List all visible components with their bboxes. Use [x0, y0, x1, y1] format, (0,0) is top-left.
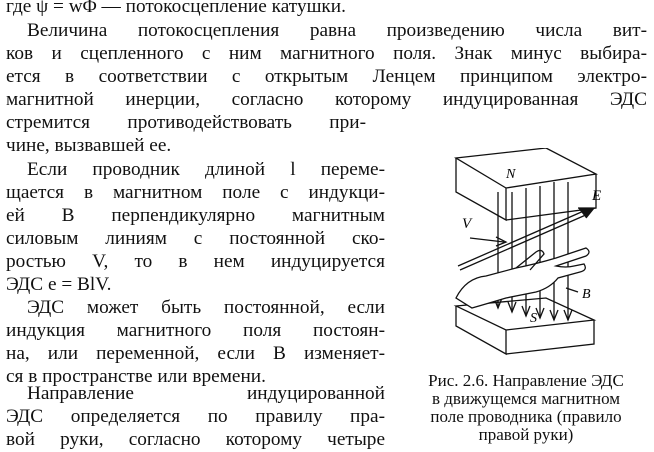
text-line: ся в пространстве или времени. — [6, 366, 266, 387]
text-line: магнитной инерции, согласно которому индуцированная ЭДС — [6, 89, 647, 110]
caption-line: правой руки) — [478, 425, 574, 444]
text-line: стремится противодействовать при- — [6, 112, 366, 133]
text-line: ется в соответствии с открытым Ленцем принципом электро- — [6, 66, 647, 87]
text-line: силовым линиям с постоянной ско- — [6, 228, 385, 249]
text-line: на, или переменной, если B изменяет- — [6, 343, 385, 364]
text-line: ЭДС может быть постоянной, если — [27, 297, 385, 318]
label-south: S — [530, 311, 537, 326]
text-line: где ψ = wΦ — потокосцепление катушки. — [6, 0, 346, 17]
label-induction: B — [582, 287, 591, 302]
text-line: вой руки, согласно которому четыре — [6, 429, 385, 450]
text-line: индукция магнитного поля постоян- — [6, 320, 385, 341]
label-north: N — [506, 167, 516, 182]
caption-line: Рис. 2.6. Направление ЭДС — [428, 371, 624, 390]
text-line: ростью V, то в нем индуцируется — [6, 251, 385, 272]
text-line: Если проводник длиной l переме- — [27, 159, 385, 180]
text-line: ЭДС определяется по правилу пра- — [6, 406, 385, 427]
text-line: Величина потокосцепления равна произведению числа вит- — [27, 20, 647, 41]
right-hand-rule-figure — [446, 148, 654, 358]
text-line: чине, вызвавшей ее. — [6, 135, 172, 156]
text-line: ков и сцепленного с ним магнитного поля. Знак минус выбира- — [6, 43, 647, 64]
figure-caption — [398, 372, 654, 444]
label-emf: E — [592, 188, 602, 204]
label-velocity: V — [462, 216, 472, 232]
caption-line: поле проводника (правило — [430, 407, 622, 426]
text-line: щается в магнитном поле с индукци- — [6, 182, 385, 203]
text-line: ЭДС e = BlV. — [6, 274, 112, 295]
text-line: ей B перпендикулярно магнитным — [6, 205, 385, 226]
text-line: Направление индуцированной — [27, 383, 385, 404]
caption-line: в движущемся магнитном — [431, 389, 621, 408]
